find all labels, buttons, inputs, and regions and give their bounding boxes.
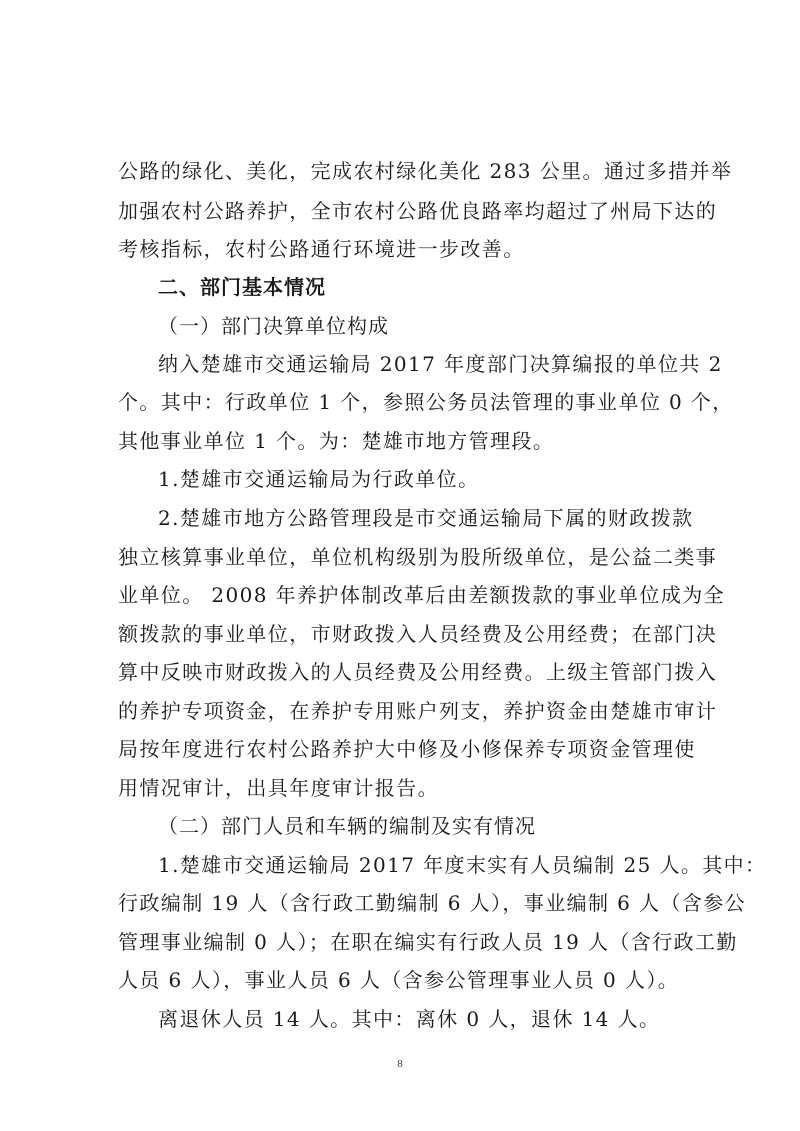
section-heading: 二、部门基本情况 — [158, 275, 326, 299]
body-text-line: 算中反映市财政拨入的人员经费及公用经费。上级主管部门拨入 — [118, 660, 718, 684]
subsection-heading: （一）部门决算单位构成 — [158, 314, 389, 338]
body-text-line: 纳入楚雄市交通运输局 2017 年度部门决算编报的单位共 2 — [158, 352, 723, 376]
body-text-line: 局按年度进行农村公路养护大中修及小修保养专项资金管理使 — [118, 737, 696, 761]
body-text-line: 加强农村公路养护，全市农村公路优良路率均超过了州局下达的 — [118, 199, 718, 223]
body-text-line: 管理事业编制 0 人）；在职在编实有行政人员 19 人（含行政工勤 — [118, 930, 738, 954]
list-item: 2.楚雄市地方公路管理段是市交通运输局下属的财政拨款 — [158, 506, 694, 530]
body-text-line: 行政编制 19 人（含行政工勤编制 6 人），事业编制 6 人（含参公 — [118, 891, 747, 915]
body-text-line: 业单位。 2008 年养护体制改革后由差额拨款的事业单位成为全 — [118, 583, 726, 607]
list-item: 1.楚雄市交通运输局为行政单位。 — [158, 467, 480, 491]
body-text-line: 用情况审计，出具年度审计报告。 — [118, 776, 439, 800]
subsection-heading: （二）部门人员和车辆的编制及实有情况 — [158, 814, 536, 838]
body-text-line: 额拨款的事业单位，市财政拨入人员经费及公用经费；在部门决 — [118, 622, 718, 646]
body-text-line: 其他事业单位 1 个。为：楚雄市地方管理段。 — [118, 429, 555, 453]
body-text-line: 的养护专项资金，在养护专用账户列支，养护资金由楚雄市审计 — [118, 699, 718, 723]
body-text-line: 人员 6 人），事业人员 6 人（含参公管理事业人员 0 人）。 — [118, 968, 680, 992]
body-text-line: 离退休人员 14 人。其中：离休 0 人，退休 14 人。 — [158, 1007, 661, 1031]
body-text-line: 考核指标，农村公路通行环境进一步改善。 — [118, 237, 525, 261]
page-number: 8 — [397, 1058, 403, 1070]
body-text-line: 独立核算事业单位，单位机构级别为股所级单位，是公益二类事 — [118, 545, 718, 569]
body-text-line: 个。其中：行政单位 1 个，参照公务员法管理的事业单位 0 个， — [118, 390, 734, 414]
list-item: 1.楚雄市交通运输局 2017 年度末实有人员编制 25 人。其中： — [158, 853, 767, 877]
body-text-line: 公路的绿化、美化，完成农村绿化美化 283 公里。通过多措并举 — [118, 159, 733, 183]
